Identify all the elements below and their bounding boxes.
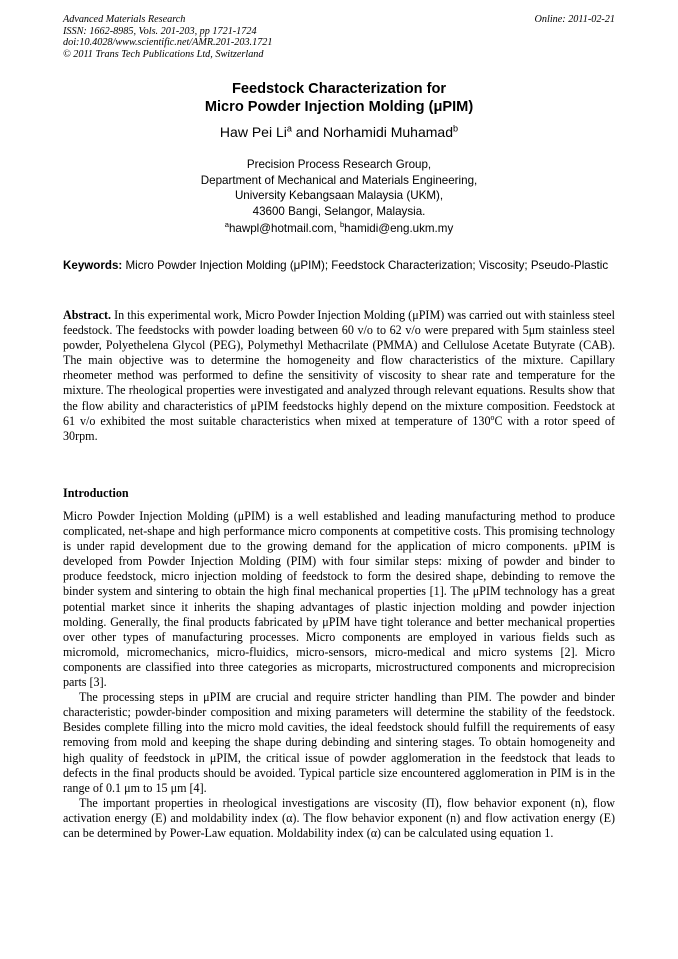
paper-title xyxy=(63,80,615,116)
abstract xyxy=(63,308,615,444)
author-conjunction: and xyxy=(291,124,324,140)
degree-mark: o xyxy=(490,412,495,422)
email-b-mark: b xyxy=(339,220,345,230)
online-date: Online: 2011-02-21 xyxy=(534,14,615,25)
issn-line: ISSN: 1662-8985, Vols. 201-203, pp 1721-1724 xyxy=(63,25,257,37)
email-a-mark: a xyxy=(224,220,229,230)
abstract-text-end: C with a rotor speed of 30rpm. xyxy=(63,413,615,443)
keywords-label: Keywords: xyxy=(63,259,123,272)
affiliation xyxy=(63,157,615,219)
author-2-affil-mark: b xyxy=(453,123,459,134)
abstract-text: In this experimental work, Micro Powder Injection Molding (μPIM) was carried out with stainless steel feedstock. The feedstocks with powder loading between 60 v/o to 62 v/o were prepared with 5μm stainless steel powder, Polyethelena Glycol (PEG), Polymethyl Methacrilate (PMMA) and Cellulose Acetate Butyrate (CAB). The main objective was to determine the homogeneity and flow characteristics of the mixture. Capillary rheometer method was performed to define the sensitivity of viscosity to shear rate and temperature for the mixture. The rheological properties were investigated and analyzed through relevant equations. Results show that the flow ability and characteristics of μPIM feedstocks highly depend on the mixture composition. Feedstock at 61 v/o exhibited the most suitable characteristics when mixed at temperature of 130 xyxy=(63,308,615,428)
author-2: Norhamidi Muhamad xyxy=(323,124,453,140)
keywords xyxy=(63,259,615,274)
keywords-text: Micro Powder Injection Molding (μPIM); Feedstock Characterization; Viscosity; Pseudo-Plastic xyxy=(122,259,609,272)
email-b: hamidi@eng.ukm.my xyxy=(344,222,454,235)
introduction-body xyxy=(63,509,615,841)
author-emails xyxy=(63,222,615,236)
email-a: hawpl@hotmail.com, xyxy=(228,222,340,235)
abstract-label: Abstract. xyxy=(63,308,112,322)
intro-paragraph-1: Micro Powder Injection Molding (μPIM) is a well established and leading manufacturing method to produce complicated, net-shape and high performance micro components at competitive costs. This promising technology is under rapid development due to the growing demand for the application of micro components. μPIM is developed from Powder Injection Molding (PIM) with four similar steps: mixing of powder and binder to produce feedstock, micro injection molding of feedstock to form the desired shape, debinding to remove the binder system and sintering to obtain the high final mechanical properties [1]. The μPIM technology has a great potential market since it inherits the shaping advantages of plastic injection molding and powder injection molding. Generally, the final products fabricated by μPIM have tight tolerance and better mechanical properties over other types of manufacturing processes. Micro components are employed in various fields such as micromold, micromechanics, micro-fluidics, micro-sensors, micro-medical and micro systems [2]. Micro components are classified into three categories as microparts, microstructured components and microprecision parts [3]. xyxy=(63,509,615,690)
journal-header xyxy=(63,14,615,60)
author-1: Haw Pei Li xyxy=(219,124,287,140)
affiliation-line: University Kebangsaan Malaysia (UKM), xyxy=(234,189,444,203)
doi-line: doi:10.4028/www.scientific.net/AMR.201-203.1721 xyxy=(63,37,273,49)
affiliation-line: Department of Mechanical and Materials Engineering, xyxy=(200,173,478,187)
author-list xyxy=(63,123,615,141)
copyright-line: © 2011 Trans Tech Publications Ltd, Switzerland xyxy=(63,48,264,60)
intro-paragraph-2: The processing steps in μPIM are crucial and require stricter handling than PIM. The powder and binder characteristic; powder-binder composition and mixing parameters will determine the stability of the feedstock. Besides complete filling into the micro mold cavities, the ideal feedstock should fulfill the requirements of easy removing from mold and keeping the shape during debinding and sintering stages. To obtain homogeneity and high quality of feedstock in μPIM, the critical issue of powder agglomeration in the feedstock that leads to defects in the final products should be avoided. Typical particle size encountered agglomeration in PIM is in the range of 0.1 μm to 15 μm [4]. xyxy=(63,690,615,795)
affiliation-line: 43600 Bangi, Selangor, Malaysia. xyxy=(252,204,426,218)
title-line-1: Feedstock Characterization for xyxy=(231,81,447,97)
journal-name: Advanced Materials Research xyxy=(63,14,186,25)
intro-paragraph-3: The important properties in rheological investigations are viscosity (Π), flow behavior exponent (n), flow activation energy (E) and moldability index (α). The flow behavior exponent (n) and flow activation energy (E) can be determined by Power-Law equation. Moldability index (α) can be calculated using equation 1. xyxy=(63,795,615,840)
author-1-affil-mark: a xyxy=(286,123,292,134)
title-line-2: Micro Powder Injection Molding (μPIM) xyxy=(204,99,474,116)
affiliation-line: Precision Process Research Group, xyxy=(246,158,432,171)
section-heading-introduction: Introduction xyxy=(63,486,129,500)
